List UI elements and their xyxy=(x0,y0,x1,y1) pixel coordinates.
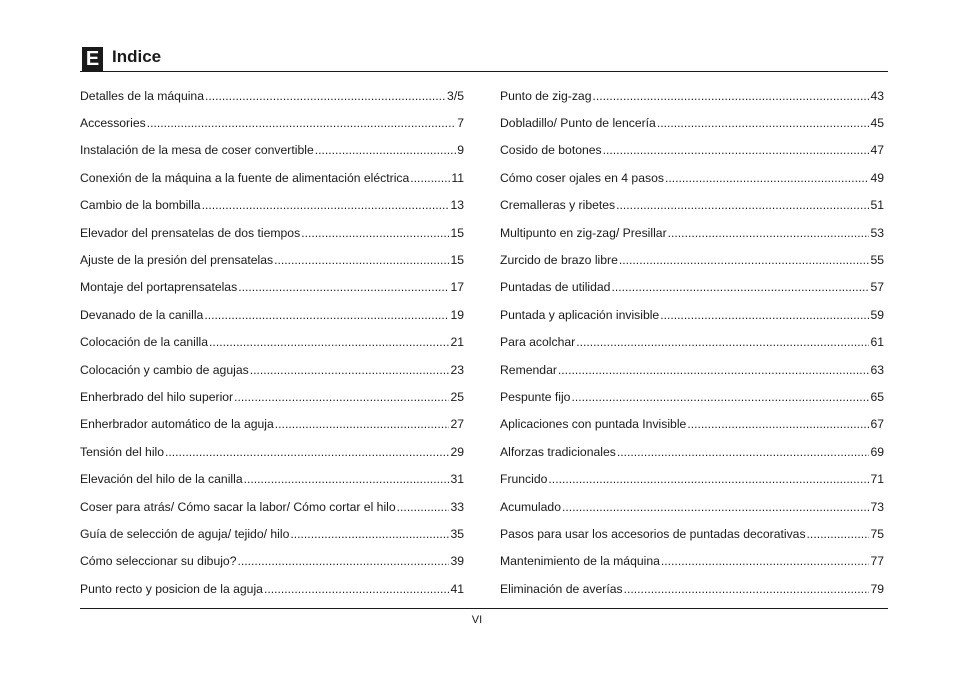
toc-leader-dots xyxy=(209,335,449,349)
toc-entry-page: 71 xyxy=(870,472,884,487)
toc-entry[interactable] xyxy=(80,438,464,465)
toc-entry-label: Coser para atrás/ Cómo sacar la labor/ Cómo cortar el hilo xyxy=(80,499,396,514)
toc-entry-label: Mantenimiento de la máquina xyxy=(500,554,660,569)
toc-entry-label: Cómo coser ojales en 4 pasos xyxy=(500,170,664,185)
toc-leader-dots xyxy=(290,527,449,541)
toc-entry-label: Instalación de la mesa de coser convertible xyxy=(80,143,314,158)
toc-entry-page: 15 xyxy=(450,225,464,240)
toc-entry[interactable] xyxy=(80,246,464,273)
toc-entry-label: Multipunto en zig-zag/ Presillar xyxy=(500,225,667,240)
toc-entry-label: Elevador del prensatelas de dos tiempos xyxy=(80,225,301,240)
toc-leader-dots xyxy=(619,253,870,267)
toc-leader-dots xyxy=(147,116,457,130)
toc-entry-label: Montaje del portaprensatelas xyxy=(80,280,238,295)
toc-leader-dots xyxy=(617,445,870,459)
toc-entry-page: 61 xyxy=(870,335,884,350)
toc-entry[interactable] xyxy=(500,109,884,136)
toc-entry-page: 47 xyxy=(870,143,884,158)
toc-leader-dots xyxy=(315,143,456,157)
toc-leader-dots xyxy=(301,226,449,240)
toc-entry-label: Guía de selección de aguja/ tejido/ hilo xyxy=(80,526,290,541)
toc-entry-page: 13 xyxy=(450,198,464,213)
toc-leader-dots xyxy=(165,445,449,459)
toc-entry-page: 41 xyxy=(450,581,464,596)
toc-leader-dots xyxy=(668,226,870,240)
footer-divider xyxy=(80,608,888,609)
page-header xyxy=(80,45,888,72)
toc-entry-label: Detalles de la máquina xyxy=(80,88,204,103)
toc-entry-page: 29 xyxy=(450,444,464,459)
toc-entry[interactable] xyxy=(500,274,884,301)
toc-entry-label: Colocación y cambio de agujas xyxy=(80,362,249,377)
toc-entry-page: 69 xyxy=(870,444,884,459)
toc-entry[interactable] xyxy=(500,465,884,492)
toc-entry[interactable] xyxy=(80,329,464,356)
toc-leader-dots xyxy=(657,116,870,130)
toc-entry-label: Zurcido de brazo libre xyxy=(500,253,618,268)
toc-entry-label: Tensión del hilo xyxy=(80,444,165,459)
toc-entry[interactable] xyxy=(80,109,464,136)
toc-entry-label: Punto de zig-zag xyxy=(500,88,592,103)
toc-entry[interactable] xyxy=(80,465,464,492)
toc-entry[interactable] xyxy=(500,548,884,575)
toc-entry-label: Para acolchar xyxy=(500,335,576,350)
toc-entry-page: 11 xyxy=(451,170,464,185)
toc-leader-dots xyxy=(687,417,869,431)
toc-entry-label: Punto recto y posicion de la aguja xyxy=(80,581,263,596)
toc-entry[interactable] xyxy=(80,520,464,547)
toc-entry[interactable] xyxy=(80,164,464,191)
toc-entry-label: Dobladillo/ Punto de lencería xyxy=(500,116,656,131)
toc-entry-label: Alforzas tradicionales xyxy=(500,444,616,459)
page-title: Indice xyxy=(112,47,162,66)
toc-entry-page: 33 xyxy=(450,499,464,514)
toc-leader-dots xyxy=(592,89,869,103)
toc-entry[interactable] xyxy=(80,548,464,575)
toc-leader-dots xyxy=(616,198,869,212)
toc-leader-dots xyxy=(562,500,869,514)
toc-entry-page: 3/5 xyxy=(447,88,464,103)
toc-leader-dots xyxy=(250,363,450,377)
toc-entry[interactable] xyxy=(80,301,464,328)
toc-entry-label: Puntadas de utilidad xyxy=(500,280,611,295)
toc-leader-dots xyxy=(576,335,869,349)
toc-entry[interactable] xyxy=(80,356,464,383)
toc-entry-page: 79 xyxy=(870,581,884,596)
toc-entry-label: Fruncido xyxy=(500,472,548,487)
toc-entry-page: 7 xyxy=(457,116,464,131)
toc-entry[interactable] xyxy=(500,246,884,273)
toc-leader-dots xyxy=(548,472,869,486)
toc-leader-dots xyxy=(202,198,450,212)
toc-entry[interactable] xyxy=(80,82,464,109)
toc-entry[interactable] xyxy=(500,137,884,164)
toc-entry-page: 73 xyxy=(870,499,884,514)
toc-entry-label: Devanado de la canilla xyxy=(80,307,204,322)
toc-entry-label: Aplicaciones con puntada Invisible xyxy=(500,417,687,432)
toc-leader-dots xyxy=(274,253,449,267)
toc-entry[interactable] xyxy=(80,411,464,438)
toc-entry-page: 23 xyxy=(450,362,464,377)
toc-entry-label: Cómo seleccionar su dibujo? xyxy=(80,554,237,569)
toc-entry-page: 25 xyxy=(450,389,464,404)
toc-leader-dots xyxy=(275,417,450,431)
toc-entry[interactable] xyxy=(500,411,884,438)
toc-entry[interactable] xyxy=(500,438,884,465)
toc-entry-label: Cremalleras y ribetes xyxy=(500,198,616,213)
toc-column-left xyxy=(80,82,464,602)
toc-entry-page: 31 xyxy=(450,472,464,487)
toc-leader-dots xyxy=(807,527,870,541)
toc-entry-label: Cosido de botones xyxy=(500,143,602,158)
toc-entry-page: 77 xyxy=(870,554,884,569)
toc-entry[interactable] xyxy=(80,137,464,164)
toc-leader-dots xyxy=(238,280,449,294)
toc-entry-page: 55 xyxy=(870,253,884,268)
toc-entry-page: 21 xyxy=(450,335,464,350)
toc-entry[interactable] xyxy=(80,493,464,520)
toc-entry-label: Remendar xyxy=(500,362,557,377)
toc-entry-label: Conexión de la máquina a la fuente de alimentación eléctrica xyxy=(80,170,410,185)
toc-entry-page: 19 xyxy=(450,307,464,322)
toc-leader-dots xyxy=(624,582,870,596)
toc-entry-page: 65 xyxy=(870,389,884,404)
toc-leader-dots xyxy=(611,280,869,294)
toc-entry-label: Pasos para usar los accesorios de puntadas decorativas xyxy=(500,526,806,541)
toc-entry[interactable] xyxy=(80,383,464,410)
toc-entry-label: Colocación de la canilla xyxy=(80,335,209,350)
toc-leader-dots xyxy=(661,554,870,568)
toc-entry[interactable] xyxy=(80,219,464,246)
toc-entry[interactable] xyxy=(80,274,464,301)
toc-entry[interactable] xyxy=(500,329,884,356)
toc-leader-dots xyxy=(397,500,450,514)
toc-entry-page: 35 xyxy=(450,526,464,541)
toc-leader-dots xyxy=(410,171,450,185)
toc-entry-page: 67 xyxy=(870,417,884,432)
toc-entry-page: 63 xyxy=(870,362,884,377)
toc-entry-label: Puntada y aplicación invisible xyxy=(500,307,660,322)
toc-leader-dots xyxy=(234,390,449,404)
toc-entry-page: 59 xyxy=(870,307,884,322)
toc-entry[interactable] xyxy=(500,575,884,602)
toc-entry-label: Elevación del hilo de la canilla xyxy=(80,472,243,487)
toc-entry-page: 49 xyxy=(870,170,884,185)
toc-leader-dots xyxy=(558,363,870,377)
toc-entry[interactable] xyxy=(500,192,884,219)
toc-entry[interactable] xyxy=(500,82,884,109)
page-number: VI xyxy=(471,614,483,626)
toc-entry[interactable] xyxy=(500,383,884,410)
toc-entry-page: 17 xyxy=(450,280,464,295)
toc-leader-dots xyxy=(238,554,450,568)
toc-entry-page: 75 xyxy=(870,526,884,541)
toc-entry-page: 51 xyxy=(870,198,884,213)
toc-entry-page: 27 xyxy=(450,417,464,432)
toc-entry-label: Enherbrador automático de la aguja xyxy=(80,417,274,432)
toc-leader-dots xyxy=(665,171,869,185)
toc-leader-dots xyxy=(204,308,449,322)
toc-entry[interactable] xyxy=(500,356,884,383)
toc-entry-page: 53 xyxy=(870,225,884,240)
toc-entry-label: Acumulado xyxy=(500,499,561,514)
toc-entry-page: 57 xyxy=(870,280,884,295)
toc-entry-label: Eliminación de averías xyxy=(500,581,623,596)
toc-entry[interactable] xyxy=(500,520,884,547)
toc-entry-page: 45 xyxy=(870,116,884,131)
language-badge: E xyxy=(82,47,103,71)
toc-entry-page: 39 xyxy=(450,554,464,569)
toc-entry[interactable] xyxy=(500,301,884,328)
toc-entry-page: 9 xyxy=(457,143,464,158)
toc-entry[interactable] xyxy=(500,164,884,191)
toc-entry-page: 15 xyxy=(450,253,464,268)
toc-leader-dots xyxy=(244,472,450,486)
toc-entry-label: Enherbrado del hilo superior xyxy=(80,389,234,404)
toc-entry[interactable] xyxy=(80,575,464,602)
toc-entry[interactable] xyxy=(500,493,884,520)
toc-entry[interactable] xyxy=(80,192,464,219)
toc-column-right xyxy=(500,82,884,602)
toc-leader-dots xyxy=(205,89,446,103)
toc-leader-dots xyxy=(660,308,869,322)
toc-entry-page: 43 xyxy=(870,88,884,103)
toc-entry-label: Cambio de la bombilla xyxy=(80,198,201,213)
toc-entry[interactable] xyxy=(500,219,884,246)
toc-entry-label: Pespunte fijo xyxy=(500,389,571,404)
toc-leader-dots xyxy=(603,143,870,157)
toc-entry-label: Accessories xyxy=(80,116,146,131)
toc-leader-dots xyxy=(571,390,869,404)
toc-entry-label: Ajuste de la presión del prensatelas xyxy=(80,253,274,268)
toc-leader-dots xyxy=(264,582,450,596)
